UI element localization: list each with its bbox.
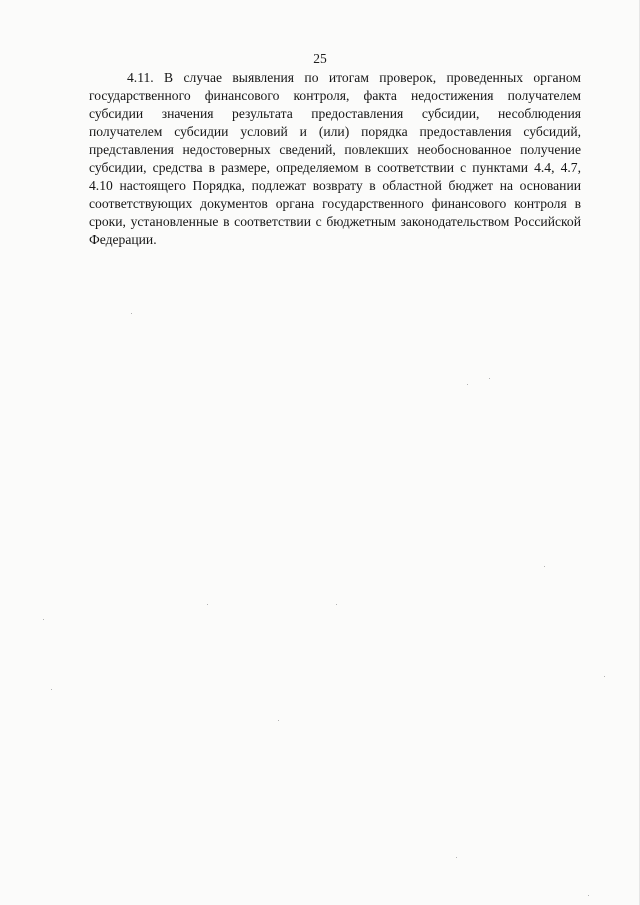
scan-speck xyxy=(588,895,589,896)
scan-speck xyxy=(278,720,279,721)
scan-speck xyxy=(336,604,337,605)
scan-speck xyxy=(207,604,208,605)
scan-speck xyxy=(604,676,605,677)
body-paragraph: 4.11. В случае выявления по итогам проверок, проведенных органом государственного финансового контроля, факта недостижения получателем субсидии значения результата предоставления субсидии, несоблюдения получателем субсидии условий и (или) порядка предоставления субсидий, представления недостоверных сведений, повлекших необоснованное получение субсидии, средства в размере, определяемом в соответствии с пунктами 4.4, 4.7, 4.10 настоящего Порядка, подлежат возврату в областной бюджет на основании соответствующих документов органа государственного финансового контроля в сроки, установленные в соответствии с бюджетным законодательством Российской Федерации. xyxy=(89,70,581,247)
scan-speck xyxy=(467,384,468,385)
scan-speck xyxy=(131,313,132,314)
scan-speck xyxy=(456,857,457,858)
scan-speck xyxy=(43,619,44,620)
scan-speck xyxy=(489,378,490,379)
scan-speck xyxy=(51,689,52,690)
page-number: 25 xyxy=(313,51,327,66)
scan-speck xyxy=(544,566,545,567)
